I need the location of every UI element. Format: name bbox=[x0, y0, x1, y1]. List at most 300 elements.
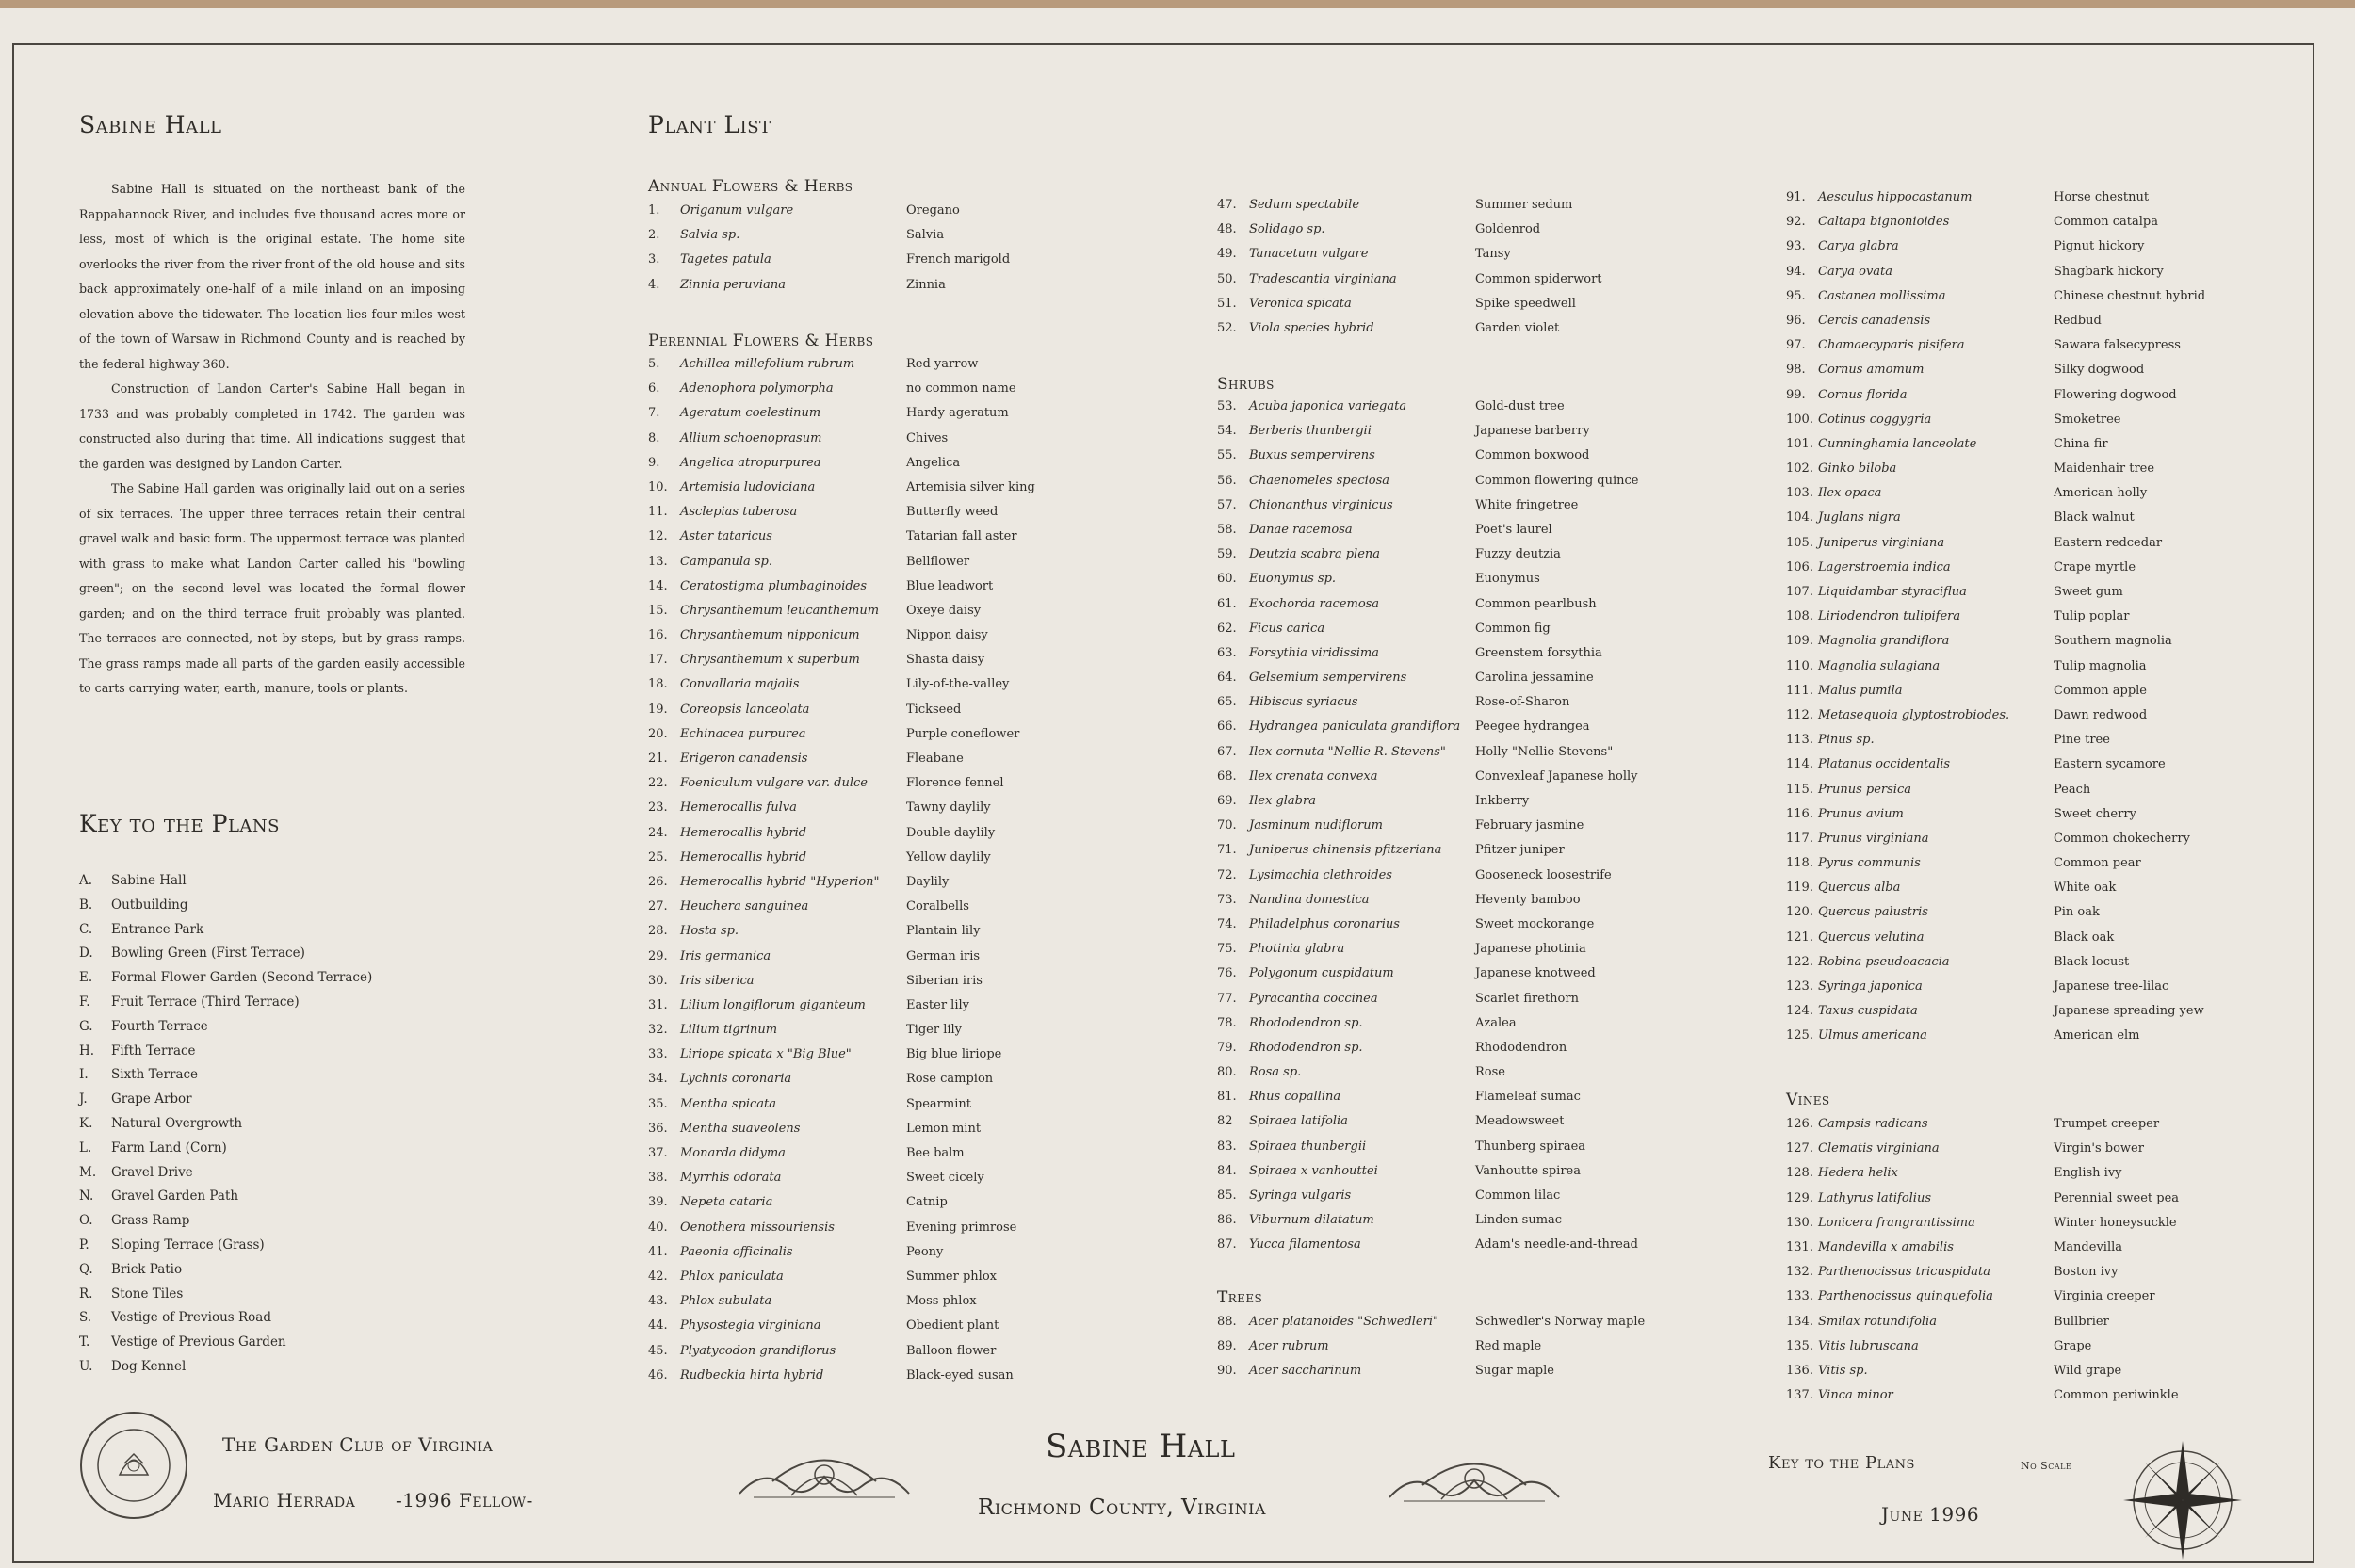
scientific-name: Hemerocallis hybrid bbox=[680, 849, 807, 865]
scientific-name: Ilex cornuta "Nellie R. Stevens" bbox=[1249, 744, 1446, 759]
plant-row bbox=[1217, 474, 1638, 498]
scientific-name: Ulmus americana bbox=[1818, 1028, 1927, 1043]
key-label: Dog Kennel bbox=[111, 1358, 187, 1374]
plant-number: 49. bbox=[1217, 247, 1237, 262]
common-name: Angelica bbox=[906, 455, 961, 470]
plant-row bbox=[648, 1318, 1035, 1343]
scientific-name: Aesculus hippocastanum bbox=[1818, 190, 1973, 204]
plant-number: 21. bbox=[648, 752, 668, 766]
common-name: Japanese knotweed bbox=[1475, 966, 1596, 981]
scientific-name: Clematis virginiana bbox=[1818, 1141, 1940, 1156]
common-name: Common pear bbox=[2054, 856, 2141, 871]
plant-row bbox=[648, 1269, 1035, 1294]
scientific-name: Ginko biloba bbox=[1818, 461, 1897, 477]
common-name: Winter honeysuckle bbox=[2054, 1215, 2177, 1230]
scientific-name: Lilium tigrinum bbox=[680, 1023, 778, 1038]
plant-row bbox=[1217, 719, 1638, 744]
scientific-name: Origanum vulgare bbox=[680, 203, 794, 218]
scientific-name: Exochorda racemosa bbox=[1249, 596, 1380, 611]
common-name: Perennial sweet pea bbox=[2054, 1190, 2180, 1205]
plant-number: 93. bbox=[1786, 239, 1806, 254]
key-label: Formal Flower Garden (Second Terrace) bbox=[111, 970, 373, 986]
plant-row bbox=[1786, 783, 2205, 807]
sabine-hall-title: Sabine Hall bbox=[79, 111, 222, 138]
plant-number: 124. bbox=[1786, 1004, 1813, 1019]
plant-number: 88. bbox=[1217, 1315, 1237, 1329]
plant-number: 61. bbox=[1217, 596, 1237, 611]
plant-row bbox=[1217, 399, 1638, 424]
plant-row bbox=[1786, 338, 2205, 363]
plant-number: 9. bbox=[648, 455, 660, 470]
plant-row bbox=[648, 703, 1035, 727]
plant-number: 135. bbox=[1786, 1338, 1813, 1353]
plant-number: 84. bbox=[1217, 1163, 1237, 1178]
plant-number: 44. bbox=[648, 1318, 668, 1334]
plant-number: 33. bbox=[648, 1047, 668, 1062]
scientific-name: Achillea millefolium rubrum bbox=[680, 357, 855, 371]
scientific-name: Forsythia viridissima bbox=[1249, 645, 1379, 660]
plant-number: 117. bbox=[1786, 831, 1813, 846]
plant-row bbox=[648, 677, 1035, 702]
common-name: Rhododendron bbox=[1475, 1040, 1567, 1055]
plant-number: 66. bbox=[1217, 719, 1237, 735]
key-item bbox=[79, 1165, 372, 1189]
trees-list bbox=[1217, 1315, 1645, 1389]
fellow-name: Mario Herrada bbox=[213, 1489, 356, 1511]
plant-number: 133. bbox=[1786, 1289, 1813, 1304]
plant-number: 43. bbox=[648, 1294, 668, 1309]
scientific-name: Berberis thunbergii bbox=[1249, 424, 1372, 439]
scientific-name: Rudbeckia hirta hybrid bbox=[680, 1367, 824, 1382]
plant-number: 69. bbox=[1217, 794, 1237, 808]
plant-row bbox=[1786, 1191, 2179, 1216]
plant-row bbox=[1217, 1140, 1638, 1164]
scientific-name: Cornus florida bbox=[1818, 387, 1908, 402]
plant-number: 102. bbox=[1786, 461, 1813, 477]
common-name: Gold-dust tree bbox=[1475, 399, 1565, 413]
key-item bbox=[79, 922, 372, 946]
key-item bbox=[79, 946, 372, 970]
plant-row bbox=[1786, 1265, 2179, 1289]
right-ornament bbox=[1385, 1443, 1564, 1518]
common-name: Peony bbox=[906, 1244, 944, 1259]
scientific-name: Hemerocallis hybrid bbox=[680, 825, 807, 840]
plant-row bbox=[1786, 684, 2205, 708]
section-trees: Trees bbox=[1217, 1288, 1263, 1307]
common-name: Horse chestnut bbox=[2054, 190, 2150, 204]
plant-number: 52. bbox=[1217, 320, 1237, 335]
scientific-name: Quercus velutina bbox=[1818, 929, 1925, 945]
scientific-name: Quercus palustris bbox=[1818, 905, 1928, 920]
scientific-name: Gelsemium sempervirens bbox=[1249, 671, 1407, 686]
plant-number: 19. bbox=[648, 702, 668, 717]
common-name: German iris bbox=[906, 948, 981, 963]
scientific-name: Ficus carica bbox=[1249, 621, 1325, 636]
scientific-name: Acer rubrum bbox=[1249, 1339, 1329, 1354]
common-name: American elm bbox=[2054, 1028, 2140, 1043]
key-item bbox=[79, 1334, 372, 1359]
plant-row bbox=[648, 505, 1035, 529]
plant-number: 90. bbox=[1217, 1364, 1237, 1379]
scientific-name: Foeniculum vulgare var. dulce bbox=[680, 776, 868, 791]
key-label: Fruit Terrace (Third Terrace) bbox=[111, 994, 300, 1010]
club-name: The Garden Club of Virginia bbox=[222, 1433, 494, 1456]
fellow-label: -1996 Fellow- bbox=[396, 1489, 533, 1511]
plant-row bbox=[648, 406, 1035, 430]
scientific-name: Lychnis coronaria bbox=[680, 1072, 792, 1087]
plant-row bbox=[1786, 1240, 2179, 1265]
scientific-name: Lagerstroemia indica bbox=[1818, 559, 1951, 574]
plant-number: 1. bbox=[648, 203, 660, 218]
common-name: Black walnut bbox=[2054, 510, 2135, 525]
plant-number: 119. bbox=[1786, 881, 1813, 896]
common-name: Rose bbox=[1475, 1065, 1505, 1080]
key-label: Stone Tiles bbox=[111, 1285, 184, 1301]
common-name: Trumpet creeper bbox=[2054, 1117, 2160, 1131]
plant-row bbox=[1217, 843, 1638, 867]
common-name: Meadowsweet bbox=[1475, 1114, 1565, 1129]
plant-number: 38. bbox=[648, 1171, 668, 1186]
plant-row bbox=[1786, 1388, 2179, 1413]
plant-number: 89. bbox=[1217, 1339, 1237, 1354]
scientific-name: Malus pumila bbox=[1818, 683, 1903, 698]
key-title: Key to the Plans bbox=[79, 810, 280, 837]
plant-number: 16. bbox=[648, 628, 668, 643]
scientific-name: Allium schoenoprasum bbox=[680, 430, 822, 445]
common-name: Oxeye daisy bbox=[906, 603, 982, 618]
common-name: Sweet mockorange bbox=[1475, 916, 1595, 931]
common-name: Purple coneflower bbox=[906, 726, 1020, 741]
key-item bbox=[79, 1188, 372, 1213]
plant-number: 97. bbox=[1786, 338, 1806, 353]
common-name: Rose-of-Sharon bbox=[1475, 695, 1570, 710]
common-name: Common pearlbush bbox=[1475, 596, 1597, 611]
plant-number: 24. bbox=[648, 825, 668, 840]
plant-number: 85. bbox=[1217, 1188, 1237, 1203]
plant-row bbox=[648, 357, 1035, 381]
common-name: Moss phlox bbox=[906, 1294, 977, 1309]
section-perennial: Perennial Flowers & Herbs bbox=[648, 331, 874, 350]
common-name: Black oak bbox=[2054, 929, 2115, 945]
plant-number: 3. bbox=[648, 252, 660, 267]
section-annual: Annual Flowers & Herbs bbox=[648, 177, 853, 196]
scientific-name: Deutzia scabra plena bbox=[1249, 547, 1381, 562]
scientific-name: Liquidambar styraciflua bbox=[1818, 585, 1967, 599]
plant-number: 5. bbox=[648, 357, 660, 371]
plant-number: 7. bbox=[648, 406, 660, 421]
scientific-name: Viola species hybrid bbox=[1249, 320, 1374, 335]
scientific-name: Buxus sempervirens bbox=[1249, 448, 1375, 463]
plant-number: 126. bbox=[1786, 1117, 1813, 1131]
scientific-name: Echinacea purpurea bbox=[680, 726, 806, 741]
key-label: Entrance Park bbox=[111, 921, 204, 937]
key-item bbox=[79, 1140, 372, 1165]
scientific-name: Taxus cuspidata bbox=[1818, 1004, 1918, 1019]
plant-row bbox=[1217, 1315, 1645, 1339]
plant-row bbox=[648, 1368, 1035, 1393]
common-name: Schwedler's Norway maple bbox=[1475, 1315, 1646, 1329]
plant-number: 46. bbox=[648, 1367, 668, 1382]
common-name: Euonymus bbox=[1475, 572, 1540, 587]
key-label: Natural Overgrowth bbox=[111, 1115, 243, 1131]
plant-row bbox=[1217, 1065, 1638, 1090]
plant-number: 14. bbox=[648, 578, 668, 593]
plant-row bbox=[1217, 622, 1638, 646]
key-label: Gravel Garden Path bbox=[111, 1188, 239, 1204]
scientific-name: Nandina domestica bbox=[1249, 892, 1370, 907]
plant-number: 125. bbox=[1786, 1028, 1813, 1043]
key-letter: R. bbox=[79, 1285, 93, 1301]
plant-number: 40. bbox=[648, 1220, 668, 1235]
plant-row bbox=[1786, 536, 2205, 560]
key-letter: P. bbox=[79, 1237, 89, 1253]
key-item bbox=[79, 1262, 372, 1286]
footer-date: June 1996 bbox=[1881, 1503, 1980, 1526]
scientific-name: Syringa japonica bbox=[1818, 979, 1923, 994]
scientific-name: Pinus sp. bbox=[1818, 733, 1875, 748]
common-name: Shasta daisy bbox=[906, 653, 985, 668]
common-name: Bullbrier bbox=[2054, 1314, 2109, 1329]
common-name: Common chokecherry bbox=[2054, 831, 2190, 846]
scientific-name: Salvia sp. bbox=[680, 228, 740, 243]
plant-row bbox=[648, 1146, 1035, 1171]
plant-number: 71. bbox=[1217, 843, 1237, 858]
common-name: Linden sumac bbox=[1475, 1213, 1563, 1228]
key-letter: H. bbox=[79, 1043, 95, 1059]
scientific-name: Juglans nigra bbox=[1818, 510, 1901, 525]
scientific-name: Danae racemosa bbox=[1249, 522, 1353, 537]
scientific-name: Chionanthus virginicus bbox=[1249, 497, 1393, 512]
scientific-name: Hibiscus syriacus bbox=[1249, 695, 1358, 710]
plant-row bbox=[648, 579, 1035, 604]
plant-number: 30. bbox=[648, 973, 668, 988]
scientific-name: Iris germanica bbox=[680, 948, 771, 963]
plant-row bbox=[648, 826, 1035, 850]
key-letter: B. bbox=[79, 897, 93, 913]
common-name: Daylily bbox=[906, 874, 950, 889]
scientific-name: Viburnum dilatatum bbox=[1249, 1213, 1374, 1228]
plant-row bbox=[1786, 585, 2205, 609]
key-letter: K. bbox=[79, 1115, 93, 1131]
plant-number: 78. bbox=[1217, 1015, 1237, 1030]
scientific-name: Heuchera sanguinea bbox=[680, 899, 809, 914]
plant-number: 92. bbox=[1786, 215, 1806, 230]
plant-number: 62. bbox=[1217, 621, 1237, 636]
plant-number: 31. bbox=[648, 997, 668, 1012]
plant-row bbox=[1217, 1114, 1638, 1139]
plant-row bbox=[1217, 448, 1638, 473]
plant-number: 56. bbox=[1217, 473, 1237, 488]
scientific-name: Castanea mollissima bbox=[1818, 288, 1946, 303]
scientific-name: Parthenocissus tricuspidata bbox=[1818, 1265, 1991, 1280]
key-label: Gravel Drive bbox=[111, 1164, 193, 1180]
plant-row bbox=[1217, 424, 1638, 448]
scientific-name: Jasminum nudiflorum bbox=[1249, 818, 1383, 833]
plant-number: 32. bbox=[648, 1023, 668, 1038]
plant-row bbox=[648, 480, 1035, 505]
plant-number: 6. bbox=[648, 381, 660, 396]
plant-number: 60. bbox=[1217, 572, 1237, 587]
scientific-name: Acer platanoides "Schwedleri" bbox=[1249, 1315, 1438, 1329]
footer-title: Sabine Hall bbox=[1046, 1428, 1236, 1465]
plant-row bbox=[1217, 547, 1638, 572]
common-name: Summer sedum bbox=[1475, 198, 1573, 212]
common-name: Japanese barberry bbox=[1475, 424, 1590, 439]
plant-row bbox=[648, 456, 1035, 480]
common-name: Eastern sycamore bbox=[2054, 757, 2166, 772]
plant-row bbox=[1217, 572, 1638, 596]
common-name: Bee balm bbox=[906, 1146, 965, 1160]
plant-number: 134. bbox=[1786, 1314, 1813, 1329]
key-label: Sabine Hall bbox=[111, 873, 187, 888]
plant-list-title: Plant List bbox=[648, 111, 771, 138]
plant-number: 45. bbox=[648, 1343, 668, 1358]
plant-row bbox=[648, 949, 1035, 974]
common-name: Garden violet bbox=[1475, 320, 1560, 335]
scientific-name: Campanula sp. bbox=[680, 554, 773, 569]
plant-row bbox=[1786, 239, 2205, 264]
scientific-name: Acuba japonica variegata bbox=[1249, 399, 1407, 413]
plant-row bbox=[648, 727, 1035, 752]
plant-row bbox=[1786, 905, 2205, 929]
key-label: Fourth Terrace bbox=[111, 1018, 208, 1034]
scientific-name: Vitis lubruscana bbox=[1818, 1338, 1919, 1353]
scientific-name: Paeonia officinalis bbox=[680, 1244, 793, 1259]
plant-row bbox=[1786, 289, 2205, 314]
plant-number: 81. bbox=[1217, 1090, 1237, 1105]
plant-row bbox=[1786, 314, 2205, 338]
scientific-name: Photinia glabra bbox=[1249, 942, 1345, 957]
plant-row bbox=[648, 1072, 1035, 1096]
plant-number: 27. bbox=[648, 899, 668, 914]
plant-row bbox=[648, 924, 1035, 948]
common-name: American holly bbox=[2054, 486, 2148, 501]
key-item bbox=[79, 1067, 372, 1091]
intro-text bbox=[79, 177, 465, 702]
key-letter: O. bbox=[79, 1213, 93, 1229]
key-item bbox=[79, 1359, 372, 1383]
scientific-name: Phlox paniculata bbox=[680, 1269, 784, 1284]
plant-number: 26. bbox=[648, 874, 668, 889]
common-name: Lily-of-the-valley bbox=[906, 677, 1010, 692]
scientific-name: Veronica spicata bbox=[1249, 296, 1352, 311]
plant-number: 35. bbox=[648, 1096, 668, 1111]
plant-number: 76. bbox=[1217, 966, 1237, 981]
annual-list bbox=[648, 203, 1010, 302]
plant-row bbox=[648, 653, 1035, 677]
scientific-name: Ageratum coelestinum bbox=[680, 406, 821, 421]
plant-row bbox=[648, 1245, 1035, 1269]
plant-row bbox=[1786, 486, 2205, 510]
common-name: Artemisia silver king bbox=[906, 479, 1035, 494]
plant-row bbox=[648, 974, 1035, 998]
plant-number: 104. bbox=[1786, 510, 1813, 525]
plant-number: 48. bbox=[1217, 222, 1237, 237]
plant-number: 58. bbox=[1217, 522, 1237, 537]
plant-number: 39. bbox=[648, 1195, 668, 1210]
scientific-name: Yucca filamentosa bbox=[1249, 1237, 1361, 1253]
common-name: Obedient plant bbox=[906, 1318, 999, 1334]
common-name: Smoketree bbox=[2054, 412, 2121, 427]
scientific-name: Zinnia peruviana bbox=[680, 277, 786, 292]
key-item bbox=[79, 1286, 372, 1311]
plant-number: 65. bbox=[1217, 695, 1237, 710]
common-name: Mandevilla bbox=[2054, 1239, 2123, 1254]
common-name: Zinnia bbox=[906, 277, 946, 292]
perennial-list bbox=[648, 357, 1035, 1393]
scientific-name: Sedum spectabile bbox=[1249, 198, 1360, 212]
plant-number: 79. bbox=[1217, 1040, 1237, 1055]
plant-number: 51. bbox=[1217, 296, 1237, 311]
plant-row bbox=[1786, 560, 2205, 585]
scientific-name: Tagetes patula bbox=[680, 252, 771, 267]
scientific-name: Asclepias tuberosa bbox=[680, 505, 798, 520]
common-name: Eastern redcedar bbox=[2054, 535, 2163, 550]
common-name: Common spiderwort bbox=[1475, 271, 1602, 286]
key-letter: S. bbox=[79, 1310, 92, 1326]
scientific-name: Iris siberica bbox=[680, 973, 755, 988]
scientific-name: Lathyrus latifolius bbox=[1818, 1190, 1932, 1205]
common-name: Hardy ageratum bbox=[906, 406, 1009, 421]
plant-row bbox=[1786, 881, 2205, 905]
plant-row bbox=[1217, 1339, 1645, 1364]
common-name: Sweet cherry bbox=[2054, 806, 2136, 821]
plant-number: 121. bbox=[1786, 929, 1813, 945]
plant-number: 59. bbox=[1217, 547, 1237, 562]
plant-row bbox=[648, 875, 1035, 899]
plant-row bbox=[1217, 671, 1638, 695]
footer-key: Key to the Plans bbox=[1768, 1453, 1915, 1473]
plant-row bbox=[1217, 198, 1602, 222]
plant-number: 107. bbox=[1786, 585, 1813, 599]
document-sheet bbox=[0, 8, 2355, 1568]
plant-number: 68. bbox=[1217, 768, 1237, 784]
common-name: Tickseed bbox=[906, 702, 962, 717]
scientific-name: Robina pseudoacacia bbox=[1818, 954, 1950, 969]
plant-number: 110. bbox=[1786, 658, 1813, 673]
plant-row bbox=[648, 604, 1035, 628]
common-name: Shagbark hickory bbox=[2054, 264, 2164, 279]
plant-row bbox=[1786, 412, 2205, 437]
compass-rose-icon bbox=[2121, 1439, 2244, 1561]
plant-number: 13. bbox=[648, 554, 668, 569]
plant-number: 70. bbox=[1217, 818, 1237, 833]
plant-row bbox=[1217, 794, 1638, 818]
plant-number: 10. bbox=[648, 479, 668, 494]
common-name: Big blue liriope bbox=[906, 1047, 1002, 1062]
plant-row bbox=[1217, 321, 1602, 346]
common-name: French marigold bbox=[906, 252, 1011, 267]
key-letter: A. bbox=[79, 873, 93, 888]
scientific-name: Ilex opaca bbox=[1818, 486, 1882, 501]
scientific-name: Magnolia sulagiana bbox=[1818, 658, 1941, 673]
plant-row bbox=[1786, 1166, 2179, 1190]
scientific-name: Tanacetum vulgare bbox=[1249, 247, 1369, 262]
common-name: Red maple bbox=[1475, 1339, 1542, 1354]
key-letter: G. bbox=[79, 1018, 93, 1034]
scientific-name: Quercus alba bbox=[1818, 881, 1901, 896]
scientific-name: Phlox subulata bbox=[680, 1294, 772, 1309]
key-label: Brick Patio bbox=[111, 1261, 183, 1277]
common-name: Oregano bbox=[906, 203, 960, 218]
common-name: Pin oak bbox=[2054, 905, 2100, 920]
plant-row bbox=[648, 529, 1035, 554]
plant-row bbox=[1786, 659, 2205, 684]
scientific-name: Monarda didyma bbox=[680, 1146, 786, 1160]
plant-number: 86. bbox=[1217, 1213, 1237, 1228]
plant-row bbox=[1217, 1016, 1638, 1041]
plant-number: 103. bbox=[1786, 486, 1813, 501]
